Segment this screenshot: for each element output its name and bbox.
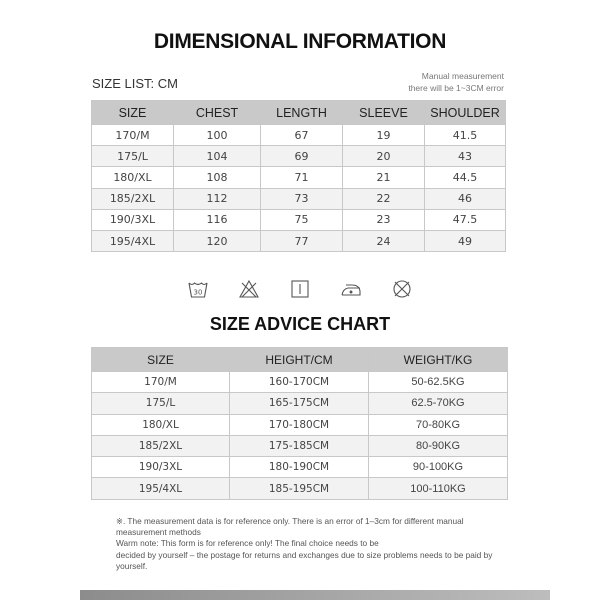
length-cell: 77 — [261, 230, 343, 251]
table-row — [92, 230, 506, 251]
care-icons-row — [0, 278, 600, 300]
length-cell: 73 — [261, 188, 343, 209]
page-title: DIMENSIONAL INFORMATION — [153, 30, 447, 53]
column-header: HEIGHT/CM — [230, 348, 369, 372]
height-cell: 165-175CM — [230, 393, 369, 414]
table-row — [92, 188, 506, 209]
do-not-bleach-icon — [238, 278, 260, 300]
shoulder-cell: 44.5 — [425, 167, 506, 188]
footnote-line: decided by yourself – the postage for returns and exchanges due to size problems needs to be paid by yourself. — [116, 549, 493, 571]
table-row — [92, 457, 508, 478]
table-row — [92, 167, 506, 188]
size-cell: 190/3XL — [92, 457, 230, 478]
size-cell: 190/3XL — [92, 209, 174, 230]
shoulder-cell: 49 — [425, 230, 506, 251]
height-cell: 160-170CM — [230, 372, 369, 393]
wash-30-icon — [187, 278, 209, 300]
sleeve-cell: 23 — [343, 209, 425, 230]
sleeve-cell: 21 — [343, 167, 425, 188]
footnote-line: ※. The measurement data is for reference only. There is an error of 1–3cm for different manual measurement methods — [116, 516, 464, 538]
wash-temp-label: 30 — [193, 288, 203, 297]
size-cell: 180/XL — [92, 167, 174, 188]
size-list-label: SIZE LIST: CM — [92, 76, 178, 91]
measurement-note-line: Manual measurement — [421, 71, 504, 81]
shoulder-cell: 41.5 — [425, 125, 506, 146]
size-cell: 170/M — [92, 125, 174, 146]
table-row — [92, 478, 508, 499]
table-row — [92, 146, 506, 167]
height-cell: 175-185CM — [230, 435, 369, 456]
column-header: SLEEVE — [343, 101, 425, 125]
weight-cell: 100-110KG — [369, 478, 508, 499]
column-header: SHOULDER — [425, 101, 506, 125]
advice-header-row — [92, 348, 508, 372]
size-cell: 195/4XL — [92, 478, 230, 499]
length-cell: 75 — [261, 209, 343, 230]
column-header: WEIGHT/KG — [369, 348, 508, 372]
weight-cell: 62.5-70KG — [369, 393, 508, 414]
shoulder-cell: 46 — [425, 188, 506, 209]
chest-cell: 100 — [174, 125, 261, 146]
size-cell: 195/4XL — [92, 230, 174, 251]
measurement-note — [408, 70, 504, 94]
chest-cell: 112 — [174, 188, 261, 209]
column-header: SIZE — [92, 348, 230, 372]
table-row — [92, 209, 506, 230]
bottom-decorative-bar — [80, 590, 550, 600]
advice-title: SIZE ADVICE CHART — [209, 314, 391, 334]
size-advice-table — [91, 347, 508, 500]
chest-cell: 120 — [174, 230, 261, 251]
height-cell: 185-195CM — [230, 478, 369, 499]
table-row — [92, 393, 508, 414]
weight-cell: 90-100KG — [369, 457, 508, 478]
dimensions-table — [91, 100, 506, 252]
do-not-dry-clean-icon — [391, 278, 413, 300]
iron-low-icon — [340, 278, 362, 300]
measurement-note-line: there will be 1~3CM error — [408, 83, 504, 93]
size-cell: 185/2XL — [92, 435, 230, 456]
chest-cell: 104 — [174, 146, 261, 167]
length-cell: 67 — [261, 125, 343, 146]
column-header: CHEST — [174, 101, 261, 125]
sleeve-cell: 20 — [343, 146, 425, 167]
chest-cell: 108 — [174, 167, 261, 188]
height-cell: 180-190CM — [230, 457, 369, 478]
chest-cell: 116 — [174, 209, 261, 230]
weight-cell: 80-90KG — [369, 435, 508, 456]
footnote — [116, 516, 496, 572]
column-header: SIZE — [92, 101, 174, 125]
hang-dry-icon — [289, 278, 311, 300]
size-cell: 175/L — [92, 393, 230, 414]
shoulder-cell: 43 — [425, 146, 506, 167]
size-cell: 175/L — [92, 146, 174, 167]
dimensions-header-row — [92, 101, 506, 125]
sleeve-cell: 19 — [343, 125, 425, 146]
shoulder-cell: 47.5 — [425, 209, 506, 230]
table-row — [92, 414, 508, 435]
size-cell: 185/2XL — [92, 188, 174, 209]
size-cell: 170/M — [92, 372, 230, 393]
footnote-line: Warm note: This form is for reference only! The final choice needs to be — [116, 538, 379, 549]
length-cell: 71 — [261, 167, 343, 188]
length-cell: 69 — [261, 146, 343, 167]
sleeve-cell: 22 — [343, 188, 425, 209]
height-cell: 170-180CM — [230, 414, 369, 435]
table-row — [92, 125, 506, 146]
weight-cell: 70-80KG — [369, 414, 508, 435]
weight-cell: 50-62.5KG — [369, 372, 508, 393]
sleeve-cell: 24 — [343, 230, 425, 251]
column-header: LENGTH — [261, 101, 343, 125]
table-row — [92, 372, 508, 393]
table-row — [92, 435, 508, 456]
size-cell: 180/XL — [92, 414, 230, 435]
